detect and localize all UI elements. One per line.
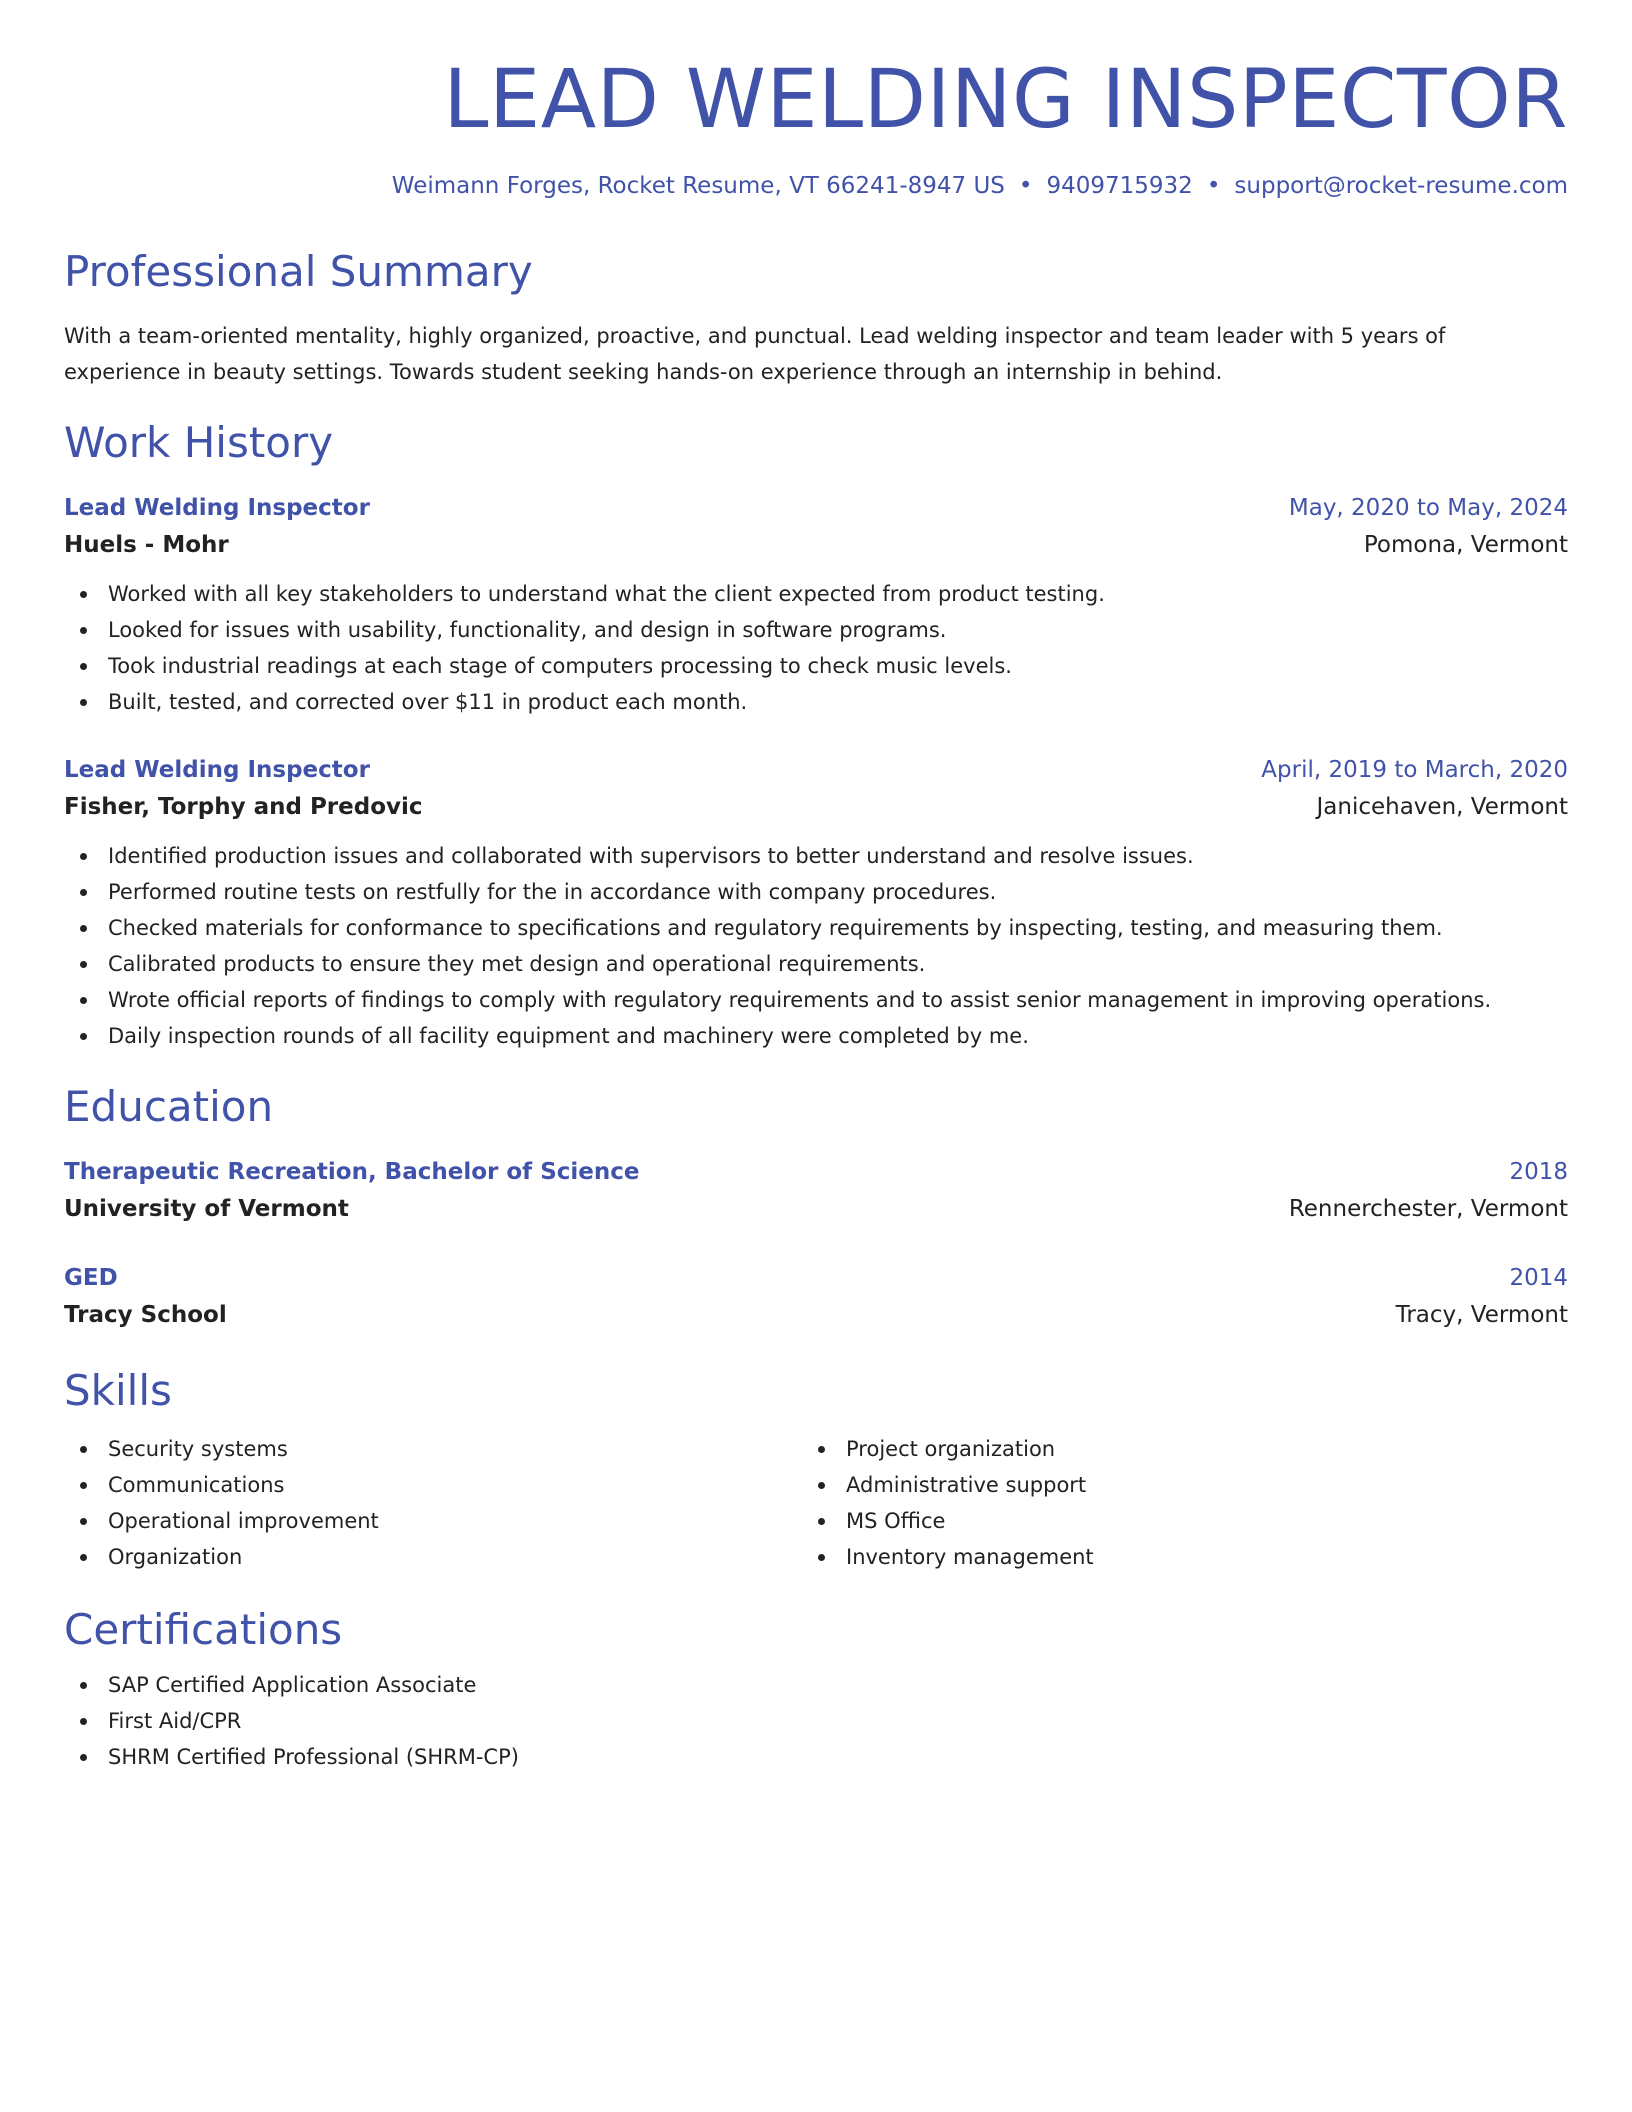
skills-column-right [802, 1431, 1540, 1575]
work-history-heading: Work History [64, 417, 334, 467]
degree-title: Therapeutic Recreation, Bachelor of Science [64, 1159, 640, 1186]
job-bullet: Looked for issues with usability, functionality, and design in software programs. [64, 612, 1568, 648]
contact-line [64, 173, 1568, 199]
job-company: Huels - Mohr [64, 531, 229, 558]
job-bullet: Built, tested, and corrected over $11 in product each month. [64, 684, 1568, 720]
certification-item: SHRM Certified Professional (SHRM-CP) [64, 1739, 1568, 1775]
skill-item: Operational improvement [64, 1503, 802, 1539]
job-location: Janicehaven, Vermont [1316, 793, 1568, 820]
certification-item: SAP Certified Application Associate [64, 1667, 1568, 1703]
job-title: Lead Welding Inspector [64, 756, 370, 783]
job-entry [64, 752, 1568, 1054]
skill-item: Organization [64, 1539, 802, 1575]
job-bullet: Performed routine tests on restfully for the in accordance with company procedures. [64, 874, 1568, 910]
job-bullet: Worked with all key stakeholders to understand what the client expected from product testing. [64, 576, 1568, 612]
school-name: Tracy School [64, 1302, 227, 1329]
contact-phone[interactable]: 9409715932 [1046, 173, 1193, 200]
skills-heading: Skills [64, 1366, 172, 1416]
job-bullet: Took industrial readings at each stage of computers processing to check music levels. [64, 648, 1568, 684]
skill-item: Inventory management [802, 1539, 1540, 1575]
contact-email[interactable]: support@rocket-resume.com [1234, 173, 1568, 200]
job-dates: April, 2019 to March, 2020 [1261, 756, 1568, 783]
school-location: Tracy, Vermont [1395, 1302, 1568, 1329]
education-heading: Education [64, 1081, 274, 1131]
job-bullet: Daily inspection rounds of all facility equipment and machinery were completed by me. [64, 1018, 1568, 1054]
education-year: 2014 [1509, 1265, 1568, 1292]
job-bullets [64, 576, 1568, 720]
skills-column-left [64, 1431, 802, 1575]
job-title: Lead Welding Inspector [64, 494, 370, 521]
certification-item: First Aid/CPR [64, 1703, 1568, 1739]
contact-separator: • [1018, 173, 1033, 200]
skills-grid [64, 1431, 1568, 1575]
job-bullet: Checked materials for conformance to specifications and regulatory requirements by inspecting, testing, and measuring them. [64, 910, 1568, 946]
job-dates: May, 2020 to May, 2024 [1288, 494, 1568, 521]
education-year: 2018 [1509, 1159, 1568, 1186]
contact-address: Weimann Forges, Rocket Resume, VT 66241-8947 US [391, 173, 1005, 200]
resume-header [64, 54, 1568, 199]
job-bullet: Wrote official reports of findings to comply with regulatory requirements and to assist senior management in improving operations. [64, 982, 1568, 1018]
degree-title: GED [64, 1265, 118, 1292]
education-entry [64, 1154, 1568, 1228]
job-bullets [64, 838, 1568, 1054]
skill-item: Security systems [64, 1431, 802, 1467]
skill-item: Administrative support [802, 1467, 1540, 1503]
job-company: Fisher, Torphy and Predovic [64, 793, 423, 820]
contact-separator: • [1206, 173, 1221, 200]
education-entry [64, 1260, 1568, 1334]
school-name: University of Vermont [64, 1196, 349, 1223]
skill-item: MS Office [802, 1503, 1540, 1539]
summary-heading: Professional Summary [64, 247, 533, 297]
summary-text: With a team-oriented mentality, highly organized, proactive, and punctual. Lead welding inspector and team leader with 5 years of experience in beauty settings. Towards student seeking hands-on experience through an internship in behind. [64, 323, 1446, 384]
job-bullet: Calibrated products to ensure they met design and operational requirements. [64, 946, 1568, 982]
school-location: Rennerchester, Vermont [1288, 1196, 1568, 1223]
candidate-title: LEAD WELDING INSPECTOR [443, 53, 1568, 147]
job-bullet: Identified production issues and collaborated with supervisors to better understand and resolve issues. [64, 838, 1568, 874]
job-entry [64, 490, 1568, 720]
skill-item: Project organization [802, 1431, 1540, 1467]
certifications-heading: Certifications [64, 1604, 343, 1654]
job-location: Pomona, Vermont [1363, 531, 1568, 558]
skill-item: Communications [64, 1467, 802, 1503]
certifications-list [64, 1667, 1568, 1775]
